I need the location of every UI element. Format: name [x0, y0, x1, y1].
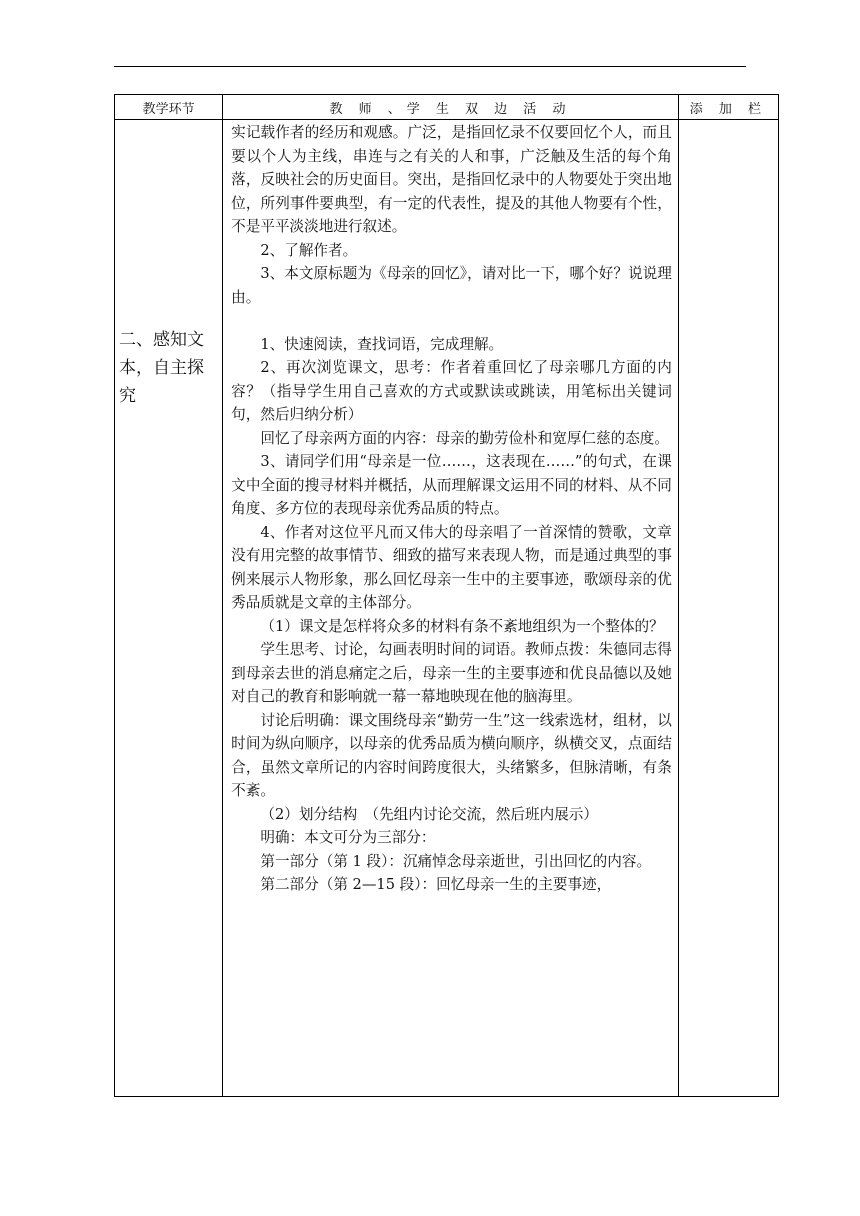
header-activity: 教 师 、学 生 双 边 活 动: [223, 95, 679, 120]
paragraph: 2、再次浏览课文，思考：作者着重回忆了母亲哪几方面的内容？（指导学生用自己喜欢的方式或默读或跳读，用笔标出关键词句，然后归纳分析）: [231, 359, 672, 423]
blank-line: [231, 309, 672, 333]
table-body-row: [115, 120, 779, 1097]
header-rule: [114, 66, 746, 67]
paragraph: 3、请同学们用“母亲是一位……，这表现在……”的句式，在课文中全面的搜寻材料并概括，从而理解课文运用不同的材料、从不同角度、多方位的表现母亲优秀品质的特点。: [231, 453, 672, 517]
section-label: 二、感知文本，自主探究: [119, 330, 204, 406]
section-cell: [115, 120, 223, 1097]
paragraph: 明确：本文可分为三部分：: [260, 829, 436, 846]
lesson-plan-table: [114, 94, 779, 1097]
paragraph: 实记载作者的经历和观感。广泛，是指回忆录不仅要回忆个人，而且要以个人为主线，串连与之有关的人和事，广泛触及生活的每个角落，反映社会的历史面目。突出，是指回忆录中的人物要处于突出地位，所列事件要典型，有一定的代表性，提及的其他人物要有个性，不是平平淡淡地进行叙述。: [231, 124, 672, 235]
paragraph: 4、作者对这位平凡而又伟大的母亲唱了一首深情的赞歌，文章没有用完整的故事情节、细致的描写来表现人物，而是通过典型的事例来展示人物形象，那么回忆母亲一生中的主要事迹，歌颂母亲的优秀品质就是文章的主体部分。: [231, 523, 672, 611]
paragraph: 讨论后明确：课文围绕母亲“勤劳一生”这一线索选材，组材，以时间为纵向顺序，以母亲的优秀品质为横向顺序，纵横交叉，点面结合，虽然文章所记的内容时间跨度很大，头绪繁多，但脉清晰，有条不紊。: [231, 711, 672, 799]
header-notes: 添 加 栏: [678, 95, 778, 120]
paragraph: 3、本文原标题为《母亲的回忆》，请对比一下，哪个好？说说理由。: [231, 265, 672, 306]
paragraph: （2）划分结构 （先组内讨论交流，然后班内展示）: [260, 805, 598, 823]
paragraph: 第一部分（第 1 段）：沉痛悼念母亲逝世，引出回忆的内容。: [260, 852, 652, 870]
paragraph: 2、了解作者。: [260, 241, 358, 259]
paragraph: 学生思考、讨论，勾画表明时间的词语。教师点拨：朱德同志得到母亲去世的消息痛定之后，母亲一生的主要事迹和优良品德以及她对自己的教育和影响就一幕一幕地映现在他的脑海里。: [231, 641, 672, 705]
notes-cell: [678, 120, 778, 1097]
activity-content: [223, 120, 678, 897]
paragraph: 第二部分（第 2—15 段）：回忆母亲一生的主要事迹，: [260, 876, 612, 893]
table-header-row: [115, 95, 779, 120]
header-section: 教学环节: [115, 95, 223, 120]
paragraph: 回忆了母亲两方面的内容：母亲的勤劳俭朴和宽厚仁慈的态度。: [260, 429, 669, 447]
paragraph: （1）课文是怎样将众多的材料有条不紊地组织为一个整体的？: [260, 617, 664, 635]
paragraph: 1、快速阅读，查找词语，完成理解。: [260, 335, 504, 353]
activity-cell: [223, 120, 679, 1097]
